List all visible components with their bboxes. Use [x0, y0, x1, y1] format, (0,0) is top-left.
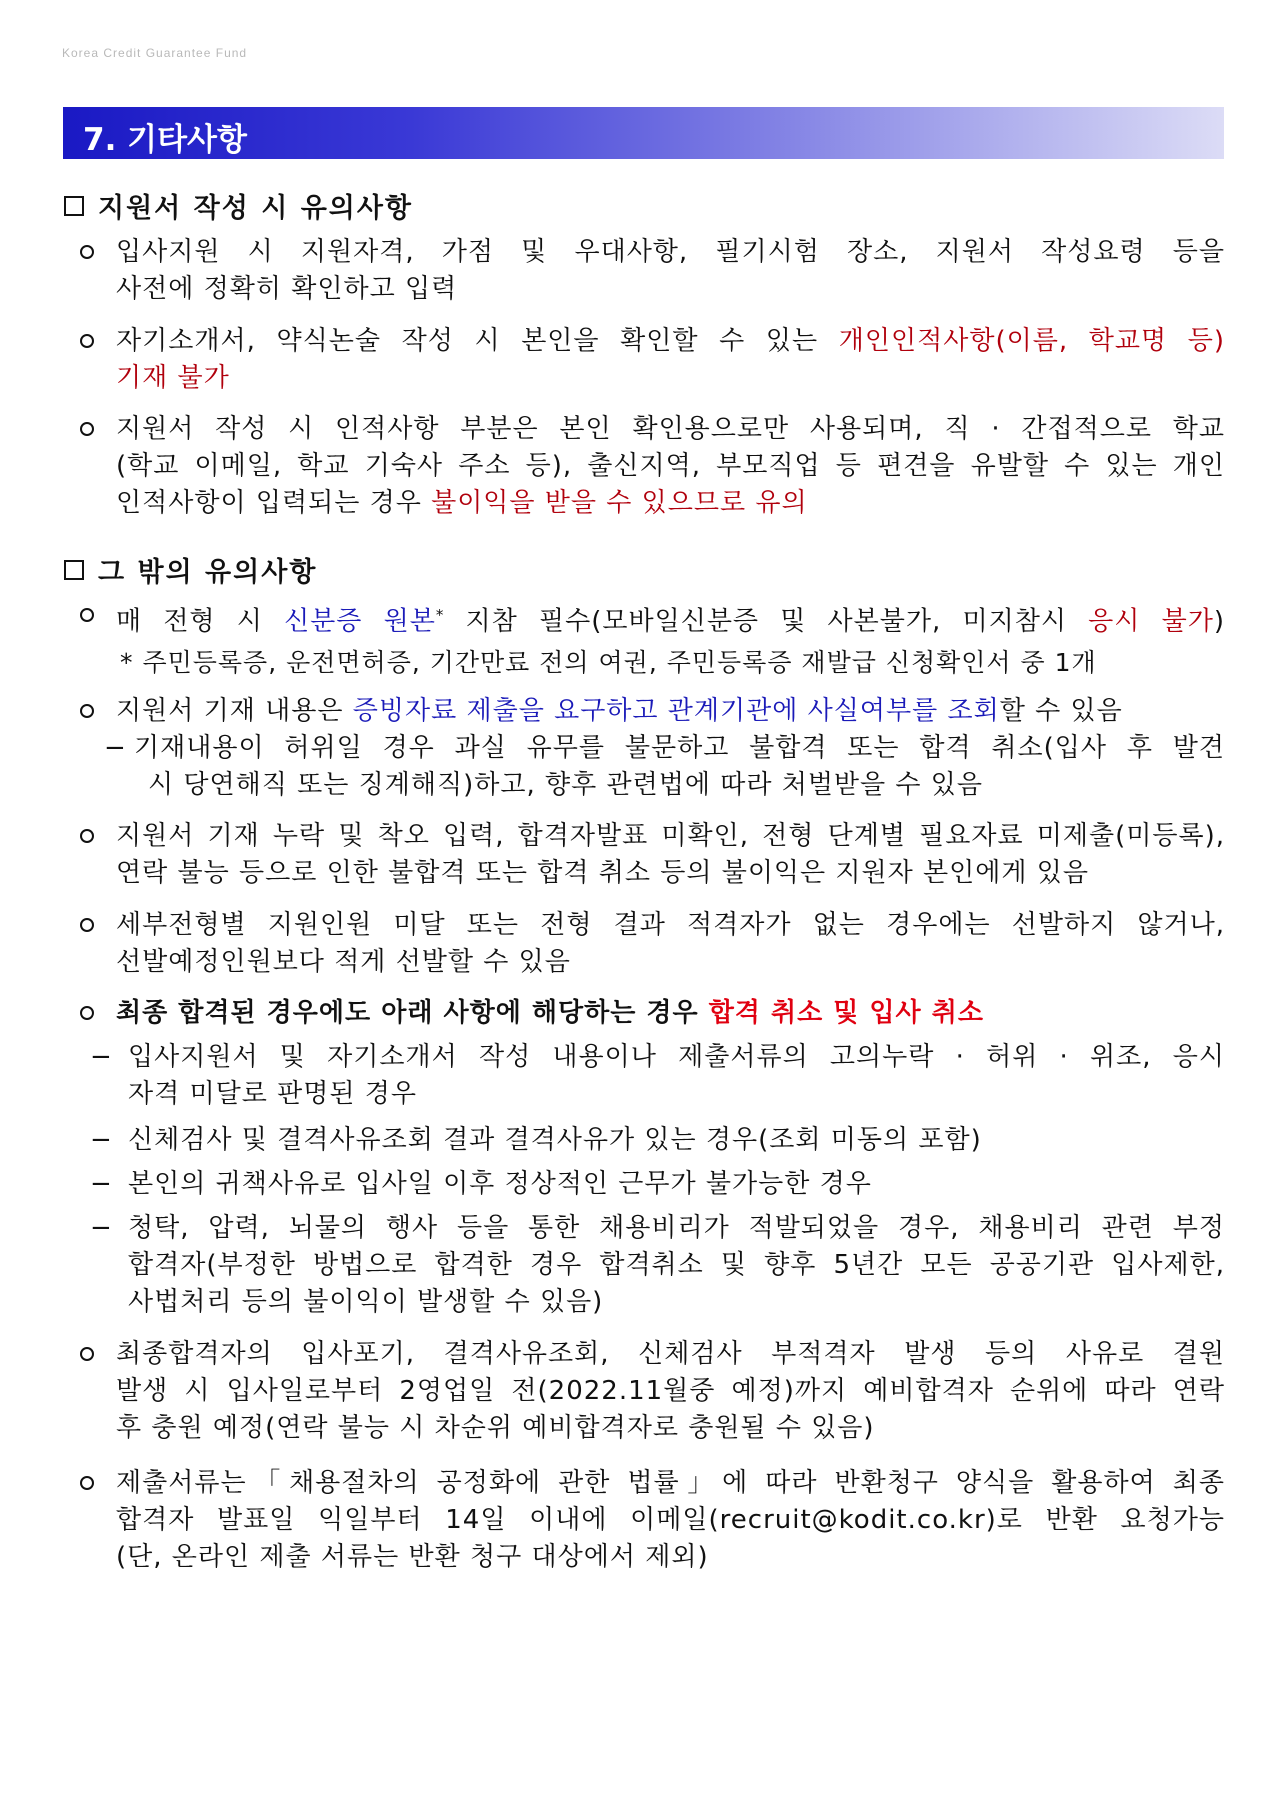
- circle-bullet-icon: [80, 245, 94, 259]
- item-text: 할 수 있음: [999, 696, 1123, 726]
- item-text: 자기소개서, 약식논술 작성 시 본인을 확인할 수 있는: [116, 326, 839, 356]
- section-title-bar: [63, 107, 1224, 159]
- circle-bullet-icon: [80, 334, 94, 348]
- dash-item: [104, 730, 1225, 804]
- item-text-line: 제출서류는「채용절차의 공정화에 관한 법률」에 따라 반환청구 양식을 활용하여 최종: [116, 1468, 1225, 1498]
- list-item: [80, 995, 1225, 1032]
- item-text-line: 사전에 정확히 확인하고 입력: [116, 274, 458, 304]
- item-text: 인적사항이 입력되는 경우: [116, 488, 432, 518]
- list-item: [80, 907, 1225, 981]
- list-item: [80, 1336, 1225, 1447]
- circle-bullet-icon: [80, 608, 94, 622]
- item-text-line: 입사지원 시 지원자격, 가점 및 우대사항, 필기시험 장소, 지원서 작성요령 등을: [116, 237, 1225, 267]
- item-text-line: (학교 이메일, 학교 기숙사 주소 등), 출신지역, 부모직업 등 편견을 유발할 수 있는 개인: [116, 451, 1225, 481]
- dash-bullet: −: [90, 1125, 113, 1155]
- item-highlight-red: 개인인적사항(이름, 학교명 등): [838, 326, 1225, 356]
- item-highlight-red: 응시 불가: [1088, 606, 1214, 637]
- item-text: 매 전형 시: [116, 606, 285, 637]
- circle-bullet-icon: [80, 829, 94, 843]
- item-highlight-blue: 증빙자료 제출을 요구하고 관계기관에 사실여부를 조회: [352, 696, 1000, 726]
- list-item: [80, 411, 1225, 522]
- circle-bullet-icon: [80, 1476, 94, 1490]
- item-highlight-blue: 신분증 원본: [284, 606, 436, 637]
- checkbox-square-icon: [64, 196, 84, 216]
- list-item: [80, 1465, 1225, 1576]
- item-text-line: 시 당연해직 또는 징계해직)하고, 향후 관련법에 따라 처벌받을 수 있음: [148, 770, 984, 800]
- page-title: 7. 기타사항: [83, 122, 247, 158]
- dash-bullet: −: [90, 1169, 113, 1199]
- item-text-line: 선발예정인원보다 적게 선발할 수 있음: [116, 947, 571, 977]
- item-highlight-red: 합격 취소 및 입사 취소: [708, 998, 984, 1028]
- circle-bullet-icon: [80, 422, 94, 436]
- circle-bullet-icon: [80, 918, 94, 932]
- item-text: 지참 필수(모바일신분증 및 사본불가, 미지참시: [444, 606, 1089, 637]
- section-heading-1: [64, 186, 413, 225]
- item-text-line: 신체검사 및 결격사유조회 결과 결격사유가 있는 경우(조회 미동의 포함): [128, 1125, 982, 1155]
- circle-bullet-icon: [80, 1347, 94, 1361]
- item-highlight-red: 불이익을 받을 수 있으므로 유의: [431, 488, 808, 518]
- dash-item: [90, 1210, 1225, 1321]
- item-text-line: 합격자(부정한 방법으로 합격한 경우 합격취소 및 향후 5년간 모든 공공기관 입사제한,: [128, 1250, 1225, 1280]
- item-text-line: 기재내용이 허위일 경우 과실 유무를 불문하고 불합격 또는 합격 취소(입사 후 발견: [134, 733, 1225, 763]
- item-text-line: 최종합격자의 입사포기, 결격사유조회, 신체검사 부적격자 발생 등의 사유로 결원: [116, 1339, 1225, 1369]
- item-text-line: 자격 미달로 판명된 경우: [128, 1079, 417, 1109]
- section-heading-1-text: 지원서 작성 시 유의사항: [98, 193, 414, 224]
- item-text-line: 연락 불능 등으로 인한 불합격 또는 합격 취소 등의 불이익은 지원자 본인에게 있음: [116, 858, 1090, 888]
- footnote: * 주민등록증, 운전면허증, 기간만료 전의 여권, 주민등록증 재발급 신청확인서 중 1개: [120, 648, 1097, 677]
- dash-item: [90, 1039, 1225, 1113]
- section-heading-2: [64, 550, 317, 589]
- dash-bullet: −: [90, 1042, 113, 1072]
- item-text-line: 입사지원서 및 자기소개서 작성 내용이나 제출서류의 고의누락 · 허위 · 위조, 응시: [128, 1042, 1225, 1072]
- item-text: 최종 합격된 경우에도 아래 사항에 해당하는 경우: [116, 998, 709, 1028]
- item-text-line: 발생 시 입사일로부터 2영업일 전(2022.11월중 예정)까지 예비합격자 순위에 따라 연락: [116, 1376, 1225, 1406]
- circle-bullet-icon: [80, 704, 94, 718]
- list-item: [80, 234, 1225, 308]
- item-highlight-red: 기재 불가: [116, 363, 230, 393]
- dash-bullet: −: [104, 733, 127, 763]
- item-text-line: 지원서 작성 시 인적사항 부분은 본인 확인용으로만 사용되며, 직 · 간접적으로 학교: [116, 414, 1225, 444]
- circle-bullet-icon: [80, 1006, 94, 1020]
- dash-bullet: −: [90, 1213, 113, 1243]
- item-text: 지원서 기재 내용은: [116, 696, 353, 726]
- item-text-line: 지원서 기재 누락 및 착오 입력, 합격자발표 미확인, 전형 단계별 필요자료 미제출(미등록),: [116, 821, 1225, 851]
- header-org-name: Korea Credit Guarantee Fund: [62, 46, 248, 60]
- item-text-line: (단, 온라인 제출 서류는 반환 청구 대상에서 제외): [116, 1542, 709, 1572]
- item-text-line: 청탁, 압력, 뇌물의 행사 등을 통한 채용비리가 적발되었을 경우, 채용비리 관련 부정: [128, 1213, 1225, 1243]
- item-text-line: 사법처리 등의 불이익이 발생할 수 있음): [128, 1287, 604, 1317]
- dash-item: [90, 1166, 1225, 1203]
- list-item: [80, 818, 1225, 892]
- item-text-line: 합격자 발표일 익일부터 14일 이내에 이메일(recruit@kodit.co.kr)로 반환 요청가능: [116, 1505, 1225, 1535]
- item-text-line: 세부전형별 지원인원 미달 또는 전형 결과 적격자가 없는 경우에는 선발하지 않거나,: [116, 910, 1225, 940]
- list-item: [80, 323, 1225, 397]
- item-text-line: 후 충원 예정(연락 불능 시 차순위 예비합격자로 충원될 수 있음): [116, 1413, 875, 1443]
- section-heading-2-text: 그 밖의 유의사항: [98, 557, 318, 588]
- list-item: [80, 693, 1225, 730]
- checkbox-square-icon: [64, 560, 84, 580]
- item-text: ): [1213, 606, 1225, 637]
- dash-item: [90, 1122, 1225, 1159]
- list-item: [80, 597, 1225, 641]
- footnote-marker: *: [435, 606, 445, 624]
- item-text-line: 본인의 귀책사유로 입사일 이후 정상적인 근무가 불가능한 경우: [128, 1169, 872, 1199]
